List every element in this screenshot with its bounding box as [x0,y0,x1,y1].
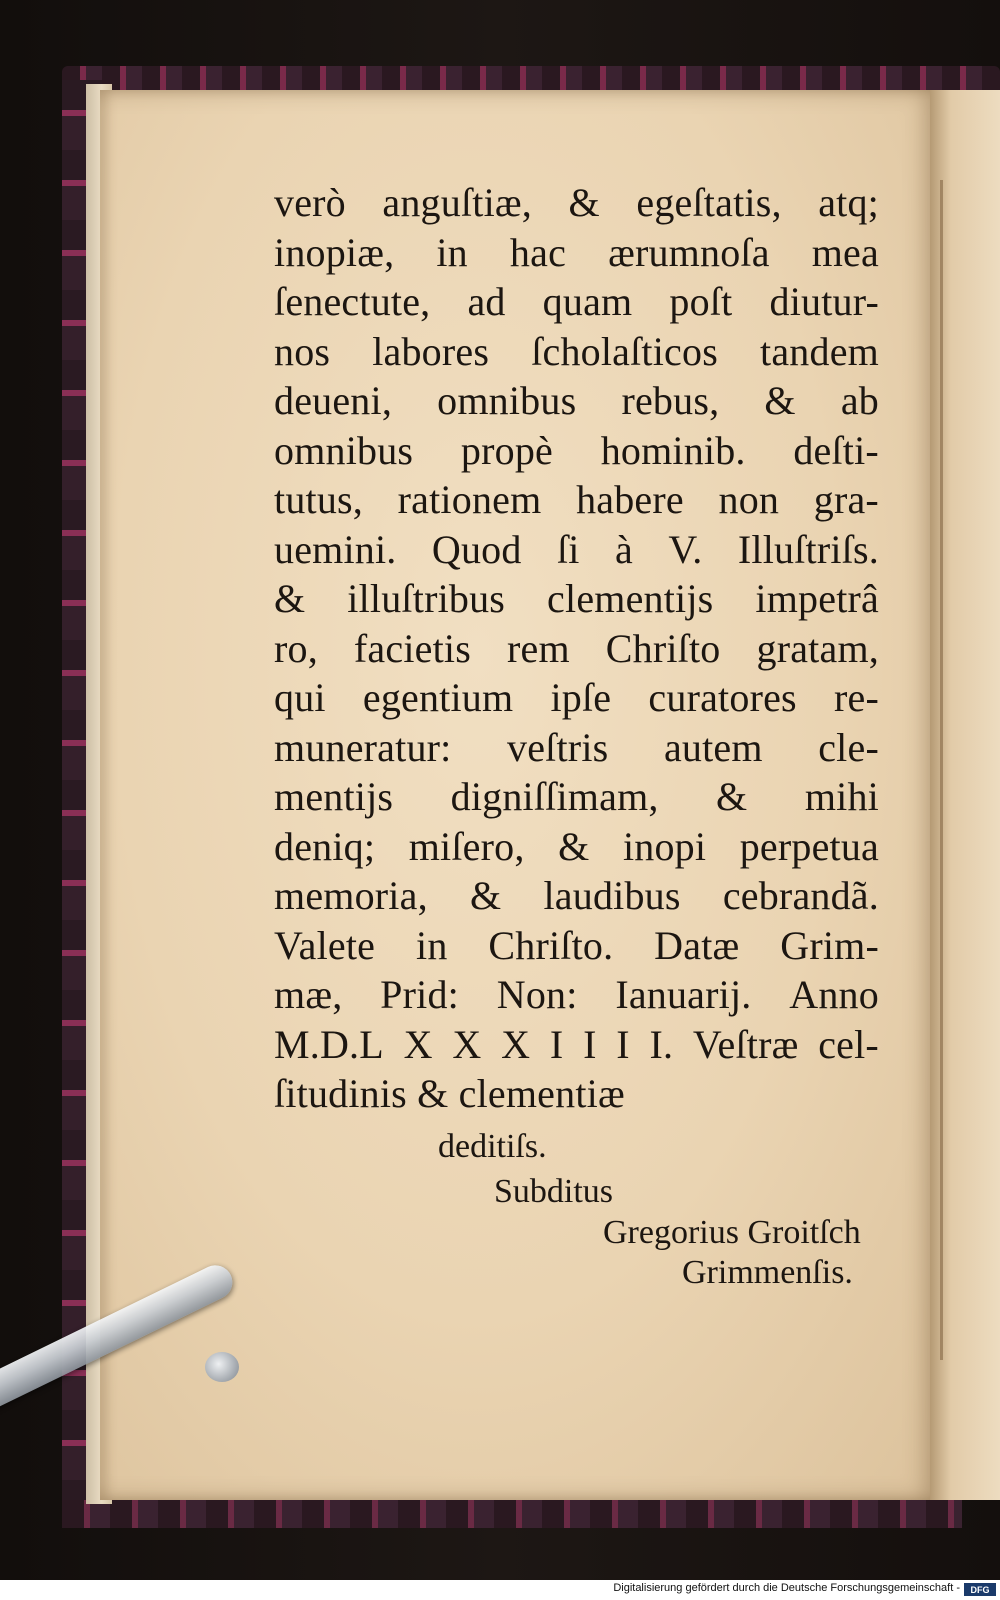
word: I [583,1021,597,1067]
word: ærumnoſa [608,229,770,275]
word: & [558,823,590,869]
word: mihi [804,774,879,819]
word: gratam, [756,625,879,671]
word: rem [506,625,570,671]
word: rationem [397,477,542,522]
word: cel- [818,1021,879,1067]
text-line [274,376,879,426]
word: gra- [813,477,879,522]
word: in [436,229,468,275]
word: muneratur: [274,724,452,770]
text-line [274,1020,879,1070]
word: non [718,477,780,522]
word: & [716,774,748,819]
word: miſero, [408,823,525,869]
footer-bar [0,1580,1000,1600]
signature-name: Gregorius Groitſch [603,1214,861,1251]
word: cebrandã. [722,873,879,918]
word: inopi [622,823,707,869]
text-line [274,574,879,624]
word: X [501,1021,531,1067]
text-line [274,525,879,575]
text-line [274,822,879,872]
signature-subditus: Subditus [494,1173,614,1210]
word: curatores [648,675,797,720]
text-line [274,426,879,476]
signature-dedication: deditiſs. [438,1128,547,1165]
word: Valete [274,922,376,968]
word: Chriſto [605,625,721,671]
text-line [274,921,879,971]
word: atq; [818,180,879,225]
word: & [568,180,600,225]
word: egeſtatis, [636,180,782,225]
main-text-block [274,178,879,1119]
word: mæ, [274,972,343,1017]
word: diutur- [769,279,879,324]
word: memoria, [274,873,428,918]
footer-credit: Digitalisierung gefördert durch die Deutsche Forschungsgemeinschaft - [613,1582,960,1594]
word: ro, [274,625,318,671]
word: ab [840,378,879,423]
word: Anno [789,972,879,1017]
book-binding-bottom [62,1500,962,1528]
word: qui [274,675,326,720]
word: hac [509,229,567,275]
word: omnibus [274,427,414,473]
word: perpetua [739,823,879,869]
word: inopiæ, [274,229,395,275]
word: impetrâ [755,576,879,621]
word: I [616,1021,630,1067]
text-line [274,624,879,674]
text-line [274,871,879,921]
word: deniq; [274,823,376,869]
word: laudibus [543,873,681,918]
word: Illuſtriſs. [737,526,879,572]
word: clementijs [547,576,714,621]
word: V. [668,526,703,572]
word: illuſtribus [347,576,506,621]
word: tutus, [274,477,363,522]
word: veſtris [507,724,609,770]
word: omnibus [437,378,577,423]
word: & [469,873,502,918]
signature-origin: Grimmenſis. [682,1254,853,1291]
text-line [274,178,879,228]
word: Grim- [780,922,879,968]
word: M.D.L [274,1021,384,1067]
pen-tip [205,1352,239,1382]
word: labores [372,328,490,374]
word: Non: [496,972,578,1017]
text-line [274,277,879,327]
word: verò [274,180,346,225]
word: deueni, [274,378,393,423]
word: quam [542,279,633,324]
word: poſt [669,279,733,324]
word: I. [649,1021,674,1067]
text-line [274,673,879,723]
word: propè [460,427,553,473]
word: cle- [818,724,879,770]
word: Veſtræ [692,1021,799,1067]
word: mea [811,229,879,275]
word: nos [274,328,331,374]
word: ſcholaſticos [531,328,718,374]
word: I [549,1021,564,1067]
word: tandem [760,328,879,374]
word: X [452,1021,482,1067]
word: deſti- [793,427,879,473]
word: Quod [431,526,522,572]
word: rebus, [621,378,720,423]
word: Prid: [380,972,459,1017]
word: Datæ [654,922,740,968]
word: anguſtiæ, [382,180,532,225]
word: X [403,1021,433,1067]
word: Chriſto. [488,922,614,968]
word: ſi [556,526,580,572]
text-line [274,970,879,1020]
word: hominib. [600,427,746,473]
word: mentijs [274,774,394,819]
text-line [274,723,879,773]
word: in [416,922,448,968]
text-line [274,327,879,377]
word: re- [833,675,879,720]
word: Ianuarij. [615,972,752,1017]
word: à [615,526,633,572]
text-line: ſitudinis & clementiæ [274,1071,625,1116]
word: digniſſimam, [450,774,659,819]
word: autem [663,724,763,770]
word: facietis [353,625,471,671]
word: & [274,576,306,621]
dfg-logo: DFG [964,1583,996,1596]
word: habere [576,477,684,522]
word: ſenectute, [274,279,431,324]
word: ipſe [550,675,612,720]
word: ad [467,279,506,324]
text-line [274,475,879,525]
text-line [274,228,879,278]
text-line [274,772,879,822]
word: & [764,378,796,423]
word: uemini. [274,526,397,572]
gutter-line [940,180,943,1360]
word: egentium [362,675,514,720]
